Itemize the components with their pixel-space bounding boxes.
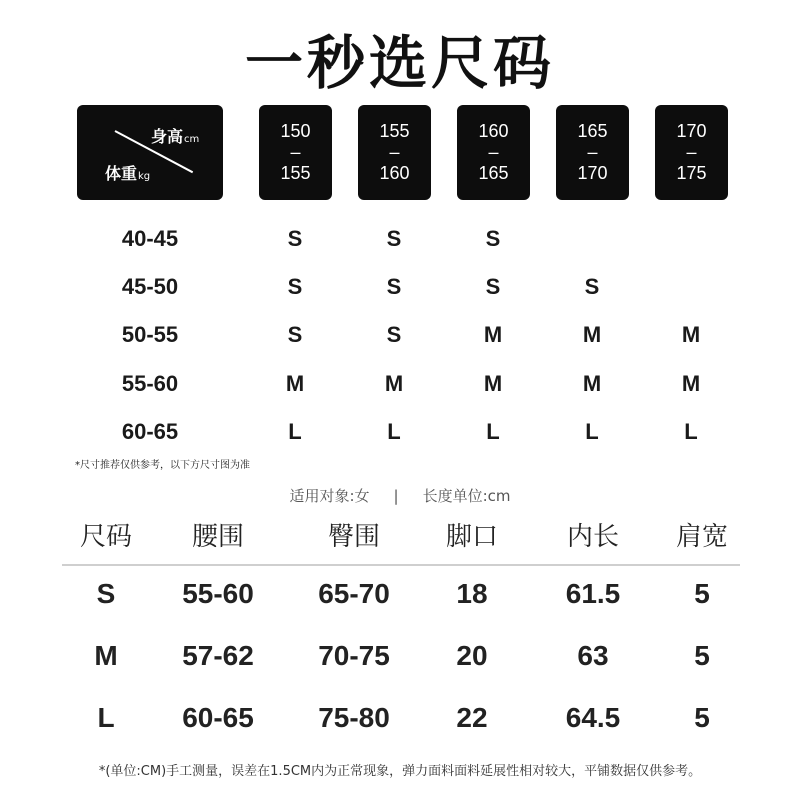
weight-range: 55-60 <box>121 371 179 396</box>
column-header: 脚口 <box>445 522 498 552</box>
height-range-min: 160 <box>478 121 509 141</box>
size-cell: S <box>584 274 600 299</box>
table-cell: 61.5 <box>565 578 621 609</box>
size-cell: L <box>585 419 599 444</box>
table-cell: S <box>96 578 116 609</box>
height-axis-label <box>151 124 199 147</box>
height-range-dash: – <box>290 142 301 162</box>
table-cell: L <box>97 702 115 733</box>
height-range-min: 150 <box>280 121 311 141</box>
height-range-dash: – <box>389 142 400 162</box>
table-cell: 55-60 <box>182 578 254 609</box>
size-cell: L <box>684 419 698 444</box>
length-unit: 长度单位:cm <box>422 487 511 505</box>
size-cell: M <box>285 371 305 396</box>
size-cell: S <box>287 226 303 251</box>
size-cell: M <box>582 322 602 347</box>
height-range-max: 170 <box>577 163 608 183</box>
height-header-cell <box>556 105 629 200</box>
table-cell: 22 <box>456 702 488 733</box>
height-range-max: 175 <box>676 163 707 183</box>
height-range-dash: – <box>587 142 598 162</box>
height-range-min: 165 <box>577 121 608 141</box>
height-header-cell <box>457 105 530 200</box>
table-cell: 64.5 <box>565 702 621 733</box>
column-header: 腰围 <box>191 522 244 552</box>
measurement-note: *(单位:CM)手工测量，误差在1.5CM内为正常现象，弹力面料面料延展性相对较大，平铺数据仅供参考。 <box>98 764 702 779</box>
table-cell: 5 <box>694 578 710 609</box>
size-cell: M <box>582 371 602 396</box>
size-cell: L <box>387 419 401 444</box>
size-cell: S <box>386 226 402 251</box>
size-cell: M <box>681 371 701 396</box>
table-cell: 5 <box>694 640 710 671</box>
size-cell: M <box>681 322 701 347</box>
table-cell: 75-80 <box>318 702 390 733</box>
meta-info <box>0 485 800 506</box>
height-range-max: 165 <box>478 163 509 183</box>
size-cell: S <box>386 274 402 299</box>
table-cell: M <box>94 640 118 671</box>
table-cell: 70-75 <box>318 640 390 671</box>
table-cell: 5 <box>694 702 710 733</box>
table-cell: 57-62 <box>182 640 254 671</box>
size-cell: S <box>287 322 303 347</box>
size-cell: M <box>483 371 503 396</box>
column-header: 尺码 <box>79 522 132 552</box>
weight-range: 45-50 <box>121 274 179 299</box>
size-cell: S <box>485 226 501 251</box>
corner-header-cell <box>77 105 223 200</box>
height-header-cell <box>358 105 431 200</box>
size-cell: M <box>483 322 503 347</box>
table-cell: 65-70 <box>318 578 390 609</box>
height-range-min: 170 <box>676 121 707 141</box>
weight-unit: kg <box>138 171 151 182</box>
table-cell: 18 <box>456 578 488 609</box>
column-header: 内长 <box>566 522 619 552</box>
size-cell: L <box>486 419 500 444</box>
height-unit: cm <box>184 134 200 145</box>
weight-range: 60-65 <box>121 419 179 444</box>
size-cell: L <box>288 419 302 444</box>
table-cell: 63 <box>577 640 609 671</box>
height-range-dash: – <box>488 142 499 162</box>
height-label-text: 身高 <box>151 127 184 146</box>
height-range-min: 155 <box>379 121 410 141</box>
weight-label-text: 体重 <box>105 164 138 183</box>
target-audience: 适用对象:女 <box>289 487 370 505</box>
height-header-cell <box>259 105 332 200</box>
table-cell: 60-65 <box>182 702 254 733</box>
weight-axis-label <box>105 161 150 184</box>
meta-separator: | <box>393 487 399 505</box>
column-header: 臀围 <box>327 522 380 552</box>
size-cell: M <box>384 371 404 396</box>
size-cell: S <box>386 322 402 347</box>
size-cell: S <box>287 274 303 299</box>
column-header: 肩宽 <box>675 522 728 552</box>
page-title: 一秒选尺码 <box>244 29 555 97</box>
fit-chart-note: *尺寸推荐仅供参考，以下方尺寸图为准 <box>75 460 250 471</box>
size-cell: S <box>485 274 501 299</box>
weight-range: 50-55 <box>121 322 179 347</box>
height-header-cell <box>655 105 728 200</box>
header-divider <box>62 564 740 566</box>
height-range-max: 160 <box>379 163 410 183</box>
height-range-max: 155 <box>280 163 311 183</box>
height-range-dash: – <box>686 142 697 162</box>
weight-range: 40-45 <box>121 226 179 251</box>
table-cell: 20 <box>456 640 488 671</box>
